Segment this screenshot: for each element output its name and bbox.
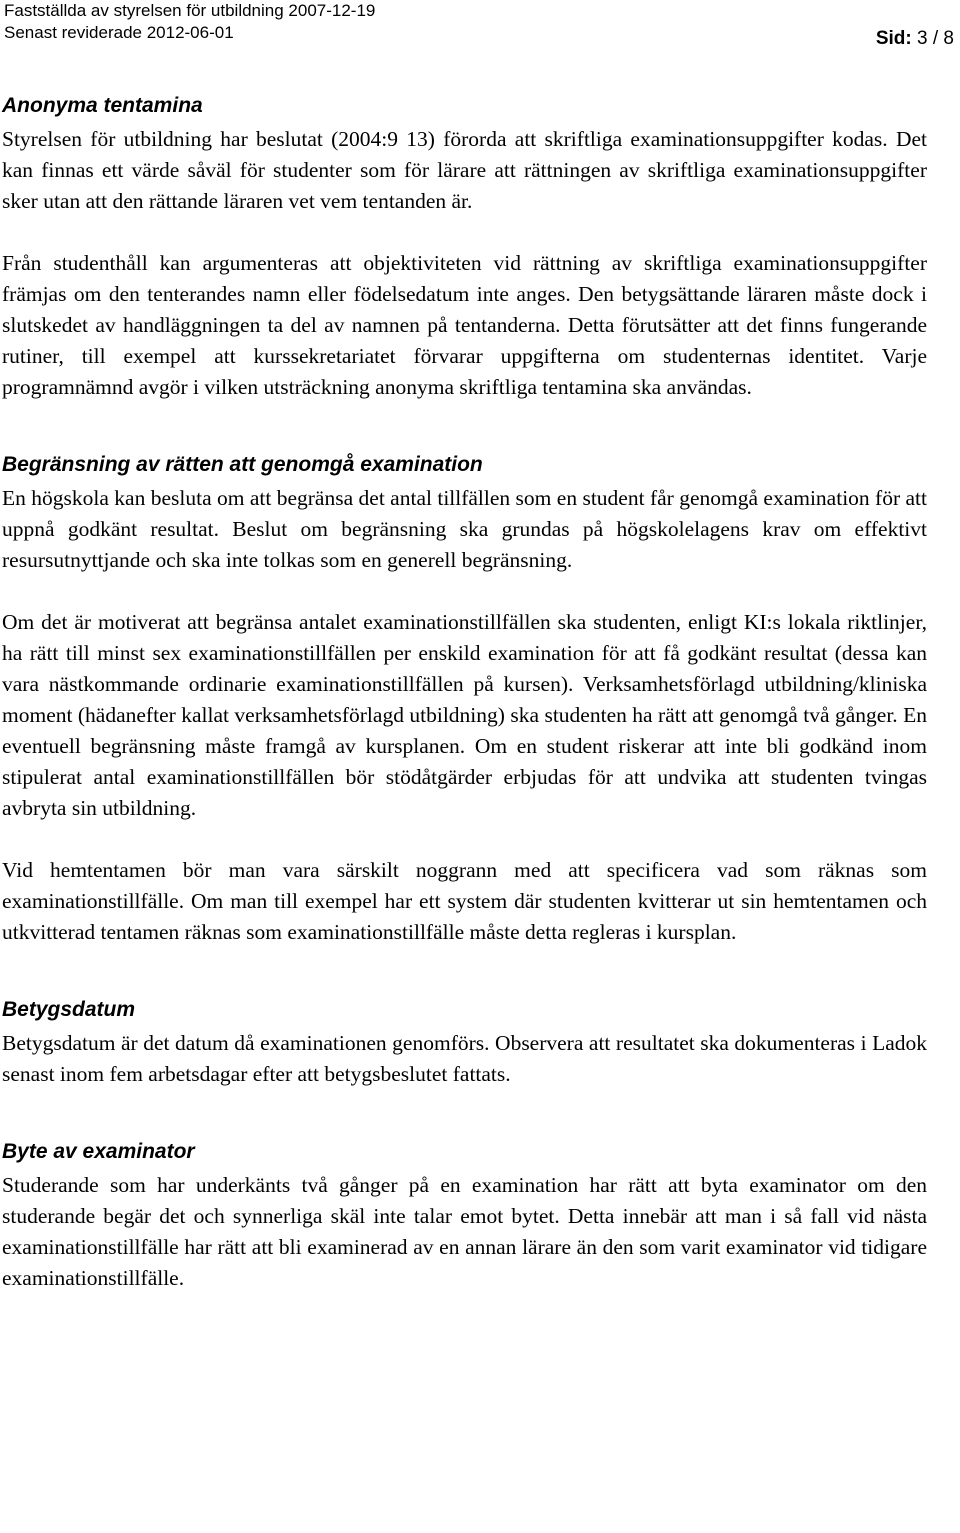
header-revised-line: Senast reviderade 2012-06-01: [4, 23, 234, 42]
document-header: [4, 0, 375, 44]
section-title-anonyma-tentamina: Anonyma tentamina: [2, 94, 203, 117]
section-title-betygsdatum: Betygsdatum: [2, 998, 136, 1021]
page-count: 3 / 8: [917, 28, 954, 49]
header-adopted-line: Fastställda av styrelsen för utbildning 2007-12-19: [4, 1, 376, 20]
paragraph: Vid hemtentamen bör man vara särskilt noggrann med att specificera vad som räknas som examinationstillfälle. Om man till exempel har ett system där studenten kvitterar ut sin hemtentamen och utkvitterad tentamen räknas som examinationstillfälle måste detta regleras i kursplan.: [2, 858, 927, 944]
paragraph: Från studenthåll kan argumenteras att objektiviteten vid rättning av skriftliga examinationsuppgifter främjas om den tenterandes namn eller födelsedatum inte anges. Den betygsättande läraren måste dock i slutskedet av handläggningen ta del av namnen på tentanderna. Detta förutsätter att det finns fungerande rutiner, till exempel att kurssekretariatet förvarar uppgifterna om studenternas identitet. Varje programnämnd avgör i vilken utsträckning anonyma skriftliga tentamina ska användas.: [2, 251, 927, 399]
section-title-begransning: Begränsning av rätten att genomgå examination: [2, 453, 483, 476]
paragraph: En högskola kan besluta om att begränsa det antal tillfällen som en student får genomgå examination för att uppnå godkänt resultat. Beslut om begränsning ska grundas på högskolelagens krav om effektivt resursutnyttjande och ska inte tolkas som en generell begränsning.: [2, 486, 927, 572]
paragraph: Studerande som har underkänts två gånger på en examination har rätt att byta examinator om den studerande begär det och synnerliga skäl inte talar emot bytet. Detta innebär att man i så fall vid nästa examinationstillfälle har rätt att bli examinerad av en annan lärare än den som varit examinator vid tidigare examinationstillfälle.: [2, 1173, 927, 1290]
section-title-byte-av-examinator: Byte av examinator: [2, 1140, 195, 1163]
paragraph: Betygsdatum är det datum då examinationen genomförs. Observera att resultatet ska dokumenteras i Ladok senast inom fem arbetsdagar efter att betygsbeslutet fattats.: [2, 1031, 927, 1086]
paragraph: Om det är motiverat att begränsa antalet examinationstillfällen ska studenten, enligt KI:s lokala riktlinjer, ha rätt till minst sex examinationstillfällen per enskild examination för att få godkänt resultat (dessa kan vara nästkommande ordinarie examinationstillfällen på kursen). Verksamhetsförlagd utbildning/kliniska moment (hädanefter kallat verksamhetsförlagd utbildning) ska studenten ha rätt att genomgå två gånger. En eventuell begränsning måste framgå av kursplanen. Om en student riskerar att inte bli godkänd inom stipulerat antal examinationstillfällen bör stödåtgärder erbjudas för att undvika att studenten tvingas avbryta sin utbildning.: [2, 610, 927, 820]
paragraph: Styrelsen för utbildning har beslutat (2004:9 13) förorda att skriftliga examinationsuppgifter kodas. Det kan finnas ett värde såväl för studenter som för lärare att rättningen av skriftliga examinationsuppgifter sker utan att den rättande läraren vet vem tentanden är.: [2, 127, 927, 213]
page-label: Sid:: [875, 28, 912, 49]
document-body: [2, 92, 927, 1294]
page-number: [876, 28, 954, 50]
